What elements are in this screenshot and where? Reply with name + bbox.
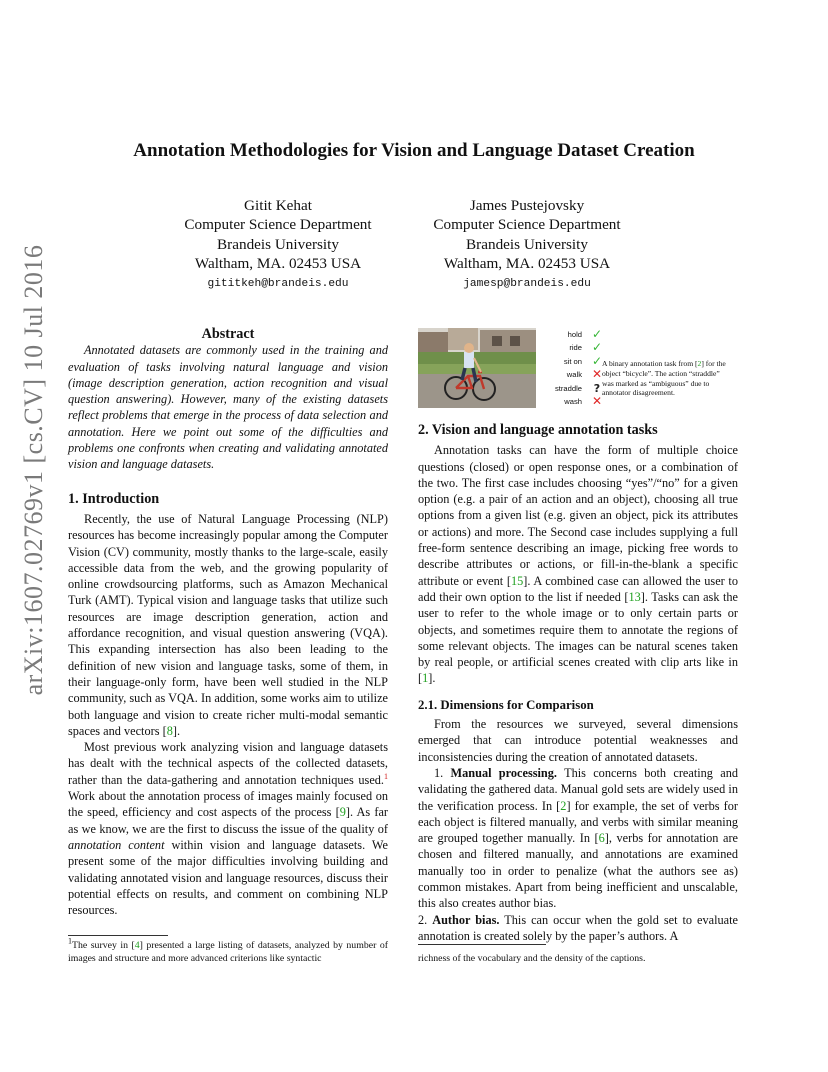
abstract-text: Annotated datasets are commonly used in the training and evaluation of tasks involving natural language and vision (image description generation, action recognition and visual question answering). However, many of the existing datasets reflect problems that emerge in the process of data selection and annotation. Here we point out some of the difficulties and problems one confronts when creating and validating annotated vision and language datasets. xyxy=(68,343,388,472)
abstract-heading: Abstract xyxy=(201,326,255,342)
section-2-heading: 2. Vision and language annotation tasks xyxy=(418,422,658,438)
citation[interactable]: 2 xyxy=(560,798,567,813)
verb-label: wash xyxy=(564,396,582,406)
author-name: James Pustejovsky xyxy=(469,197,585,214)
verb-label: straddle xyxy=(554,383,582,393)
check-icon: ✓ xyxy=(591,353,603,368)
footnote-continuation: richness of the vocabulary and the density of the captions. xyxy=(418,953,646,964)
right-column xyxy=(418,422,738,944)
check-icon: ✓ xyxy=(591,327,603,341)
author-block-2 xyxy=(407,196,647,294)
citation[interactable]: 8 xyxy=(166,723,173,738)
figure-bicycle-annotation xyxy=(418,328,738,410)
boy-on-bicycle-photo xyxy=(418,328,536,408)
item-author-bias: 2. Author bias. This can occur when the gold set to evaluate annotation is created solely by the paper’s authors. A xyxy=(418,912,738,943)
citation[interactable]: 9 xyxy=(339,805,346,820)
section-2-1-paragraph: From the resources we surveyed, several dimensions emerged that can introduce potential weaknesses and inconsistencies during the creation of annotated datasets. xyxy=(418,717,738,764)
left-column xyxy=(68,326,388,918)
footnote-rule xyxy=(68,935,168,936)
item-manual-processing: 1. Manual processing. This concerns both creating and validating the gathered data. Manual gold sets are widely used in the verification process. In [2] for example, the set of verbs for each object is filtered manually, and verbs with similar meaning are grouped together manually. In [6], verbs for annotation are chosen and filtered manually, and annotations are examined manually too in order to penalize (what the authors see as) common mistakes. Apart from being inefficient and unscalable, this also creates author bias. xyxy=(418,765,738,911)
figure-caption: A binary annotation task from [2] for the object “bicycle”. The action “straddle” was marked as “ambiguous” due to annotator disagreement. xyxy=(602,359,726,398)
verb-label: ride xyxy=(569,343,582,353)
author-univ: Brandeis University xyxy=(217,235,339,253)
section-2-paragraph: Annotation tasks can have the form of multiple choice questions (closed) or open response ones, or a combination of the two. The first case includes choosing “yes”/“no” for a given option (e.g. a pair of an action and an object), choosing all true options from a given list (e.g. given an object, pick its attributes or actions) and more. The Second case includes supplying a full free-form sentence describing an image, picking free words to describe attributes or actions, or fill-in-the-blank a specific attribute or event [15]. A combined case can allowed the user to add their own option to the list if needed [13]. Tasks can ask the user to refer to the whole image or to only certain parts or objects, and sometimes require them to annotate the regions of some relevant objects. The images can be natural scenes taken by real people, or artificial scenes created with clip arts like in [1]. xyxy=(418,443,739,686)
intro-paragraph-1: Recently, the use of Natural Language Processing (NLP) resources has become increasingly popular among the Computer Vision (CV) community, mostly thanks to the large-scale, easily accessible data from the web, and the growing popularity of online crowdsourcing platforms, such as Amazon Mechanical Turk (AMT). Typical vision and language tasks that utilize such resources are image description generation, action and affordance recognition, and visual question answering (VQA). This expanding intersection has also been leading to the definition of new vision and language tasks, some of them, in their language-only form, have been well studied in the NLP community, such as VQA. In addition, some works aim to utilize both language and vision to create richer multi-modal semantic spaces and vectors [8]. xyxy=(68,511,388,738)
verb-list xyxy=(536,328,588,408)
author-block-1 xyxy=(158,196,398,294)
citation[interactable]: 15 xyxy=(510,573,524,588)
verb-label: hold xyxy=(567,330,582,339)
footnote-rule-right xyxy=(418,944,546,945)
author-addr: Waltham, MA. 02453 USA xyxy=(194,254,362,272)
citation[interactable]: 13 xyxy=(628,589,641,604)
arxiv-identifier: arXiv:1607.02769v1 [cs.CV] 10 Jul 2016 xyxy=(19,244,48,696)
author-email: gititkeh@brandeis.edu xyxy=(207,278,349,291)
author-addr: Waltham, MA. 02453 USA xyxy=(443,254,611,272)
intro-paragraph-2: Most previous work analyzing vision and language datasets has dealt with the technical aspects of the collected datasets, rather than the data-gathering and annotation techniques used.$^1$ Work about the annotation process of images mainly focused on the speed, efficiency and cost aspects of the process [9]. As far as we know, we are the first to discuss the issue of the quality of annotation content within vision and language datasets. We present some of the major difficulties involving building and validating annotated vision and language resources, discuss their potential effects on results, and comment on combining NLP resources. xyxy=(68,740,389,918)
question-icon: ? xyxy=(593,381,601,395)
citation[interactable]: 1 xyxy=(422,671,429,686)
check-icon: ✓ xyxy=(591,340,603,355)
footnote-marker[interactable]: 1 xyxy=(384,771,388,781)
paper-title: Annotation Methodologies for Vision and Language Dataset Creation xyxy=(133,140,695,161)
cross-icon: ✕ xyxy=(591,367,603,382)
verb-label: sit on xyxy=(563,356,582,366)
author-dept: Computer Science Department xyxy=(184,216,372,234)
author-dept: Computer Science Department xyxy=(433,216,621,234)
section-2-1-heading: 2.1. Dimensions for Comparison xyxy=(418,697,594,712)
verb-label: walk xyxy=(566,370,582,380)
cross-icon: ✕ xyxy=(591,393,603,408)
citation[interactable]: 2 xyxy=(697,359,702,368)
citation[interactable]: 4 xyxy=(134,940,140,951)
citation[interactable]: 6 xyxy=(598,831,605,846)
author-email: jamesp@brandeis.edu xyxy=(463,278,591,291)
author-univ: Brandeis University xyxy=(466,235,588,253)
author-name: Gitit Kehat xyxy=(244,197,312,214)
footnote-1: $^1$The survey in [4] presented a large listing of datasets, analyzed by number of images and structure and more advanced criterions like syntactic xyxy=(68,936,388,964)
intro-heading: 1. Introduction xyxy=(68,490,160,507)
